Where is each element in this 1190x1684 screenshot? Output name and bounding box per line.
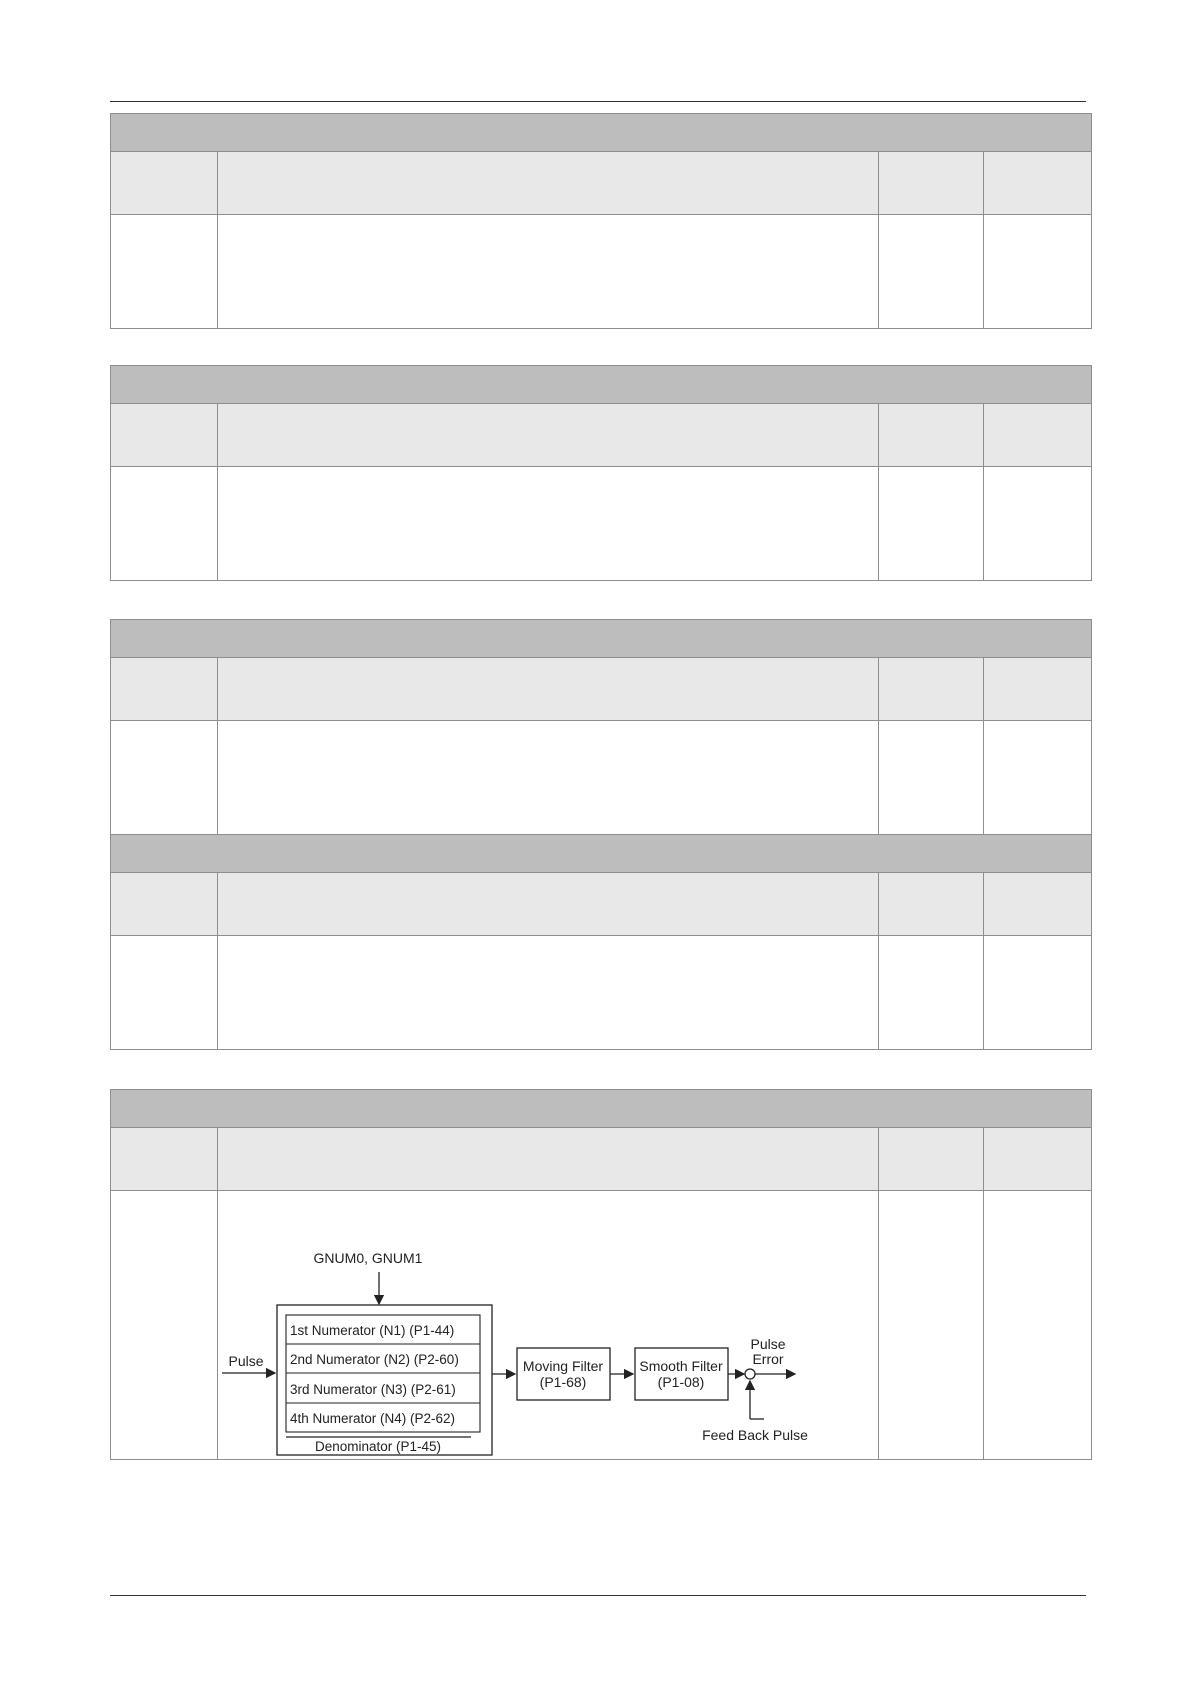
pulse-error-label-1: Pulse (750, 1336, 786, 1352)
denominator: Denominator (P1-45) (314, 1439, 442, 1454)
parameter-header-row (111, 114, 1092, 152)
parameter-column-row (111, 873, 1092, 936)
numerator-1: 1st Numerator (N1) (P1-44) (290, 1323, 455, 1338)
parameter-body-row (111, 215, 1092, 329)
feedback-label: Feed Back Pulse (702, 1427, 808, 1443)
parameter-column-row (111, 152, 1092, 215)
electronic-gear-diagram (215, 1245, 815, 1465)
parameter-table-1 (110, 113, 1092, 329)
smooth-filter-label: Smooth Filter (639, 1358, 723, 1374)
parameter-body-row (111, 467, 1092, 581)
parameter-column-row (111, 404, 1092, 467)
moving-filter-label: Moving Filter (522, 1358, 604, 1374)
smooth-filter-param: (P1-08) (657, 1374, 705, 1390)
pulse-error-label-2: Error (752, 1351, 784, 1367)
parameter-body-row (111, 721, 1092, 835)
header-rule (110, 101, 1086, 102)
parameter-header-row (111, 1090, 1092, 1128)
pulse-input-label: Pulse (228, 1353, 264, 1369)
numerator-4: 4th Numerator (N4) (P2-62) (290, 1411, 456, 1426)
parameter-header-row (111, 835, 1092, 873)
parameter-body-row (111, 936, 1092, 1050)
parameter-column-row (111, 1128, 1092, 1191)
parameter-header-row (111, 620, 1092, 658)
numerator-3: 3rd Numerator (N3) (P2-61) (290, 1382, 456, 1397)
parameter-header-row (111, 366, 1092, 404)
moving-filter-param: (P1-68) (539, 1374, 587, 1390)
parameter-table-3 (110, 619, 1092, 1050)
parameter-column-row (111, 658, 1092, 721)
summing-junction (745, 1369, 755, 1379)
footer-rule (110, 1595, 1086, 1596)
numerator-2: 2nd Numerator (N2) (P2-60) (290, 1352, 459, 1367)
gnum-input-label: GNUM0, GNUM1 (313, 1250, 423, 1266)
parameter-table-2 (110, 365, 1092, 581)
